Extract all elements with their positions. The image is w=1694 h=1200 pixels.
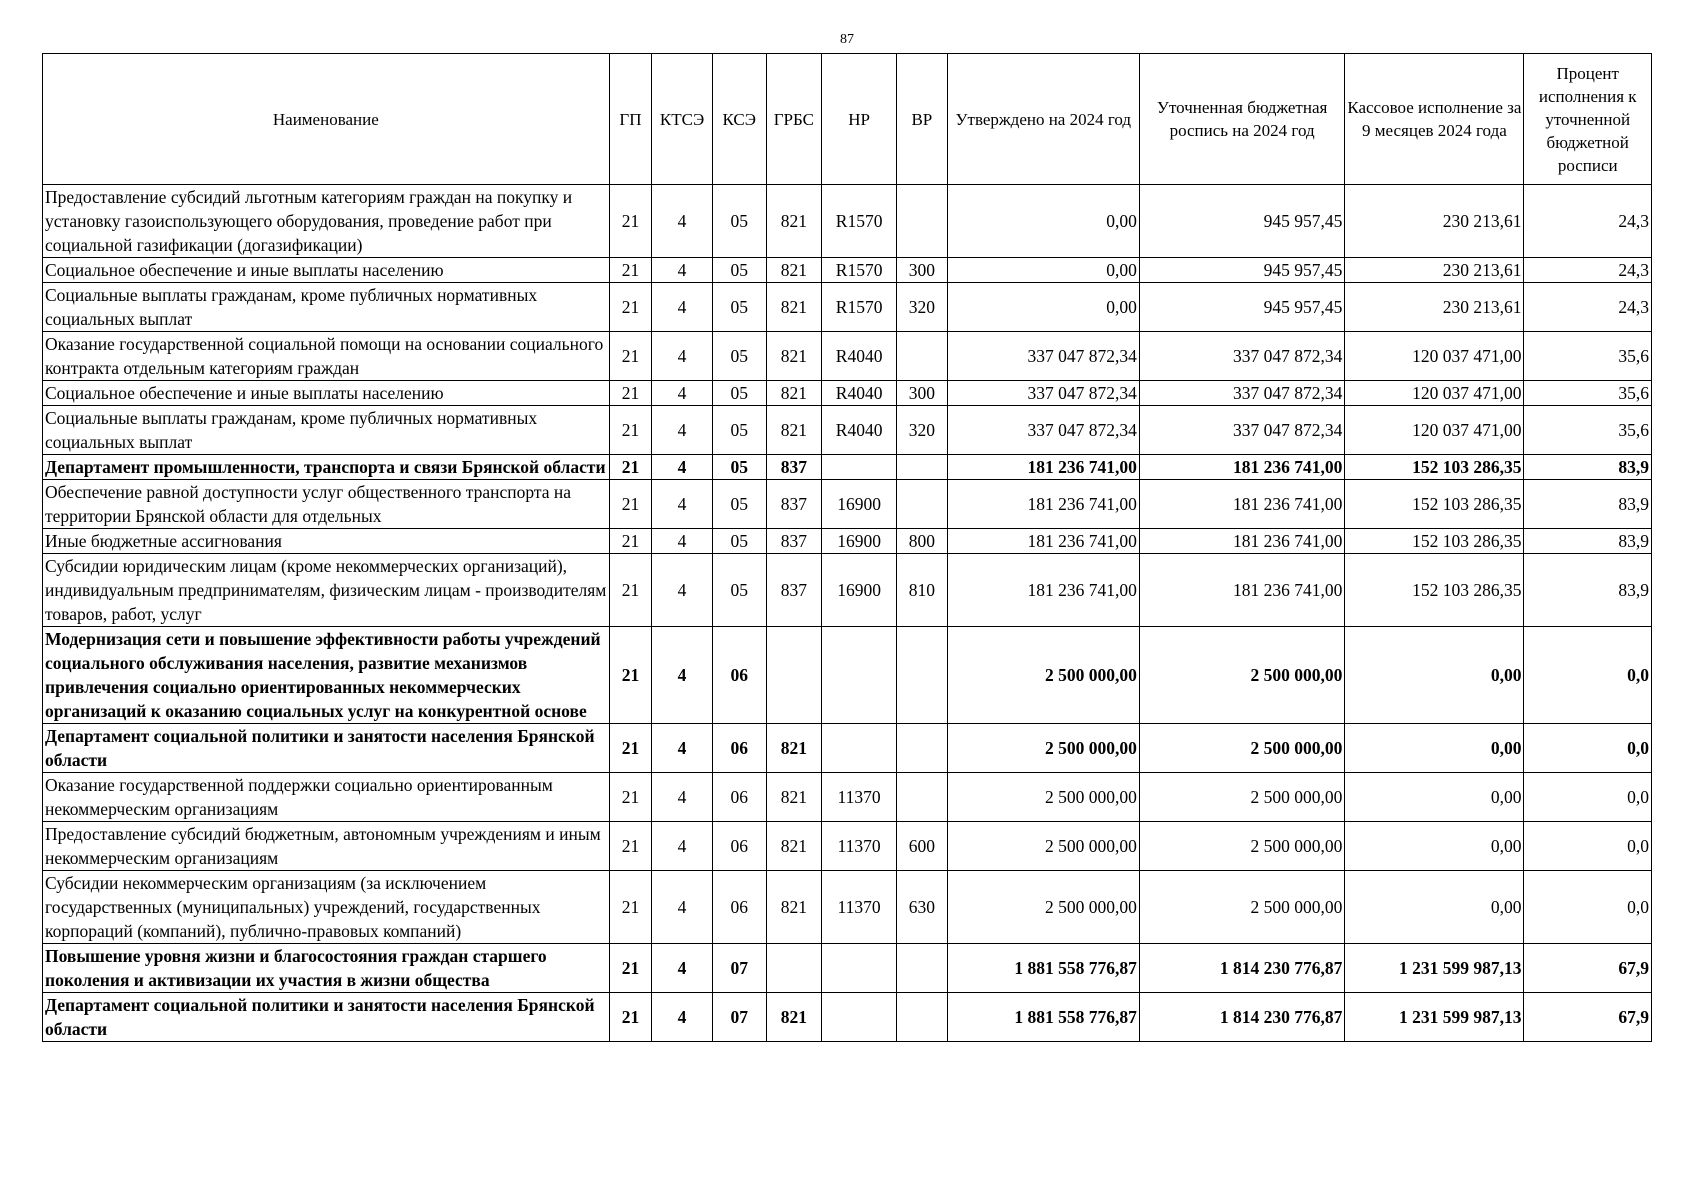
cell-ktse: 4 xyxy=(652,455,713,480)
cell-percent: 35,6 xyxy=(1524,381,1652,406)
cell-percent: 83,9 xyxy=(1524,529,1652,554)
cell-kse: 05 xyxy=(712,258,766,283)
cell-kse: 05 xyxy=(712,381,766,406)
cell-nr: R1570 xyxy=(822,283,897,332)
table-row xyxy=(43,258,1652,283)
header-name: Наименование xyxy=(43,54,610,185)
cell-nr: 11370 xyxy=(822,871,897,944)
cell-name: Социальное обеспечение и иные выплаты населению xyxy=(43,381,610,406)
header-percent: Процент исполнения к уточненной бюджетной росписи xyxy=(1524,54,1652,185)
cell-gp: 21 xyxy=(609,627,652,724)
cell-cash: 152 103 286,35 xyxy=(1345,455,1524,480)
cell-percent: 0,0 xyxy=(1524,871,1652,944)
table-row xyxy=(43,185,1652,258)
cell-refined: 337 047 872,34 xyxy=(1139,381,1344,406)
cell-ktse: 4 xyxy=(652,554,713,627)
cell-ktse: 4 xyxy=(652,258,713,283)
cell-refined: 1 814 230 776,87 xyxy=(1139,993,1344,1042)
cell-vr xyxy=(897,185,948,258)
cell-gp: 21 xyxy=(609,455,652,480)
cell-refined: 2 500 000,00 xyxy=(1139,822,1344,871)
cell-nr: 16900 xyxy=(822,554,897,627)
cell-vr: 320 xyxy=(897,283,948,332)
cell-cash: 120 037 471,00 xyxy=(1345,332,1524,381)
cell-ktse: 4 xyxy=(652,480,713,529)
cell-kse: 06 xyxy=(712,627,766,724)
cell-gp: 21 xyxy=(609,554,652,627)
header-gp: ГП xyxy=(609,54,652,185)
cell-gp: 21 xyxy=(609,381,652,406)
cell-name: Модернизация сети и повышение эффективности работы учреждений социального обслуживания населения, развитие механизмов привлечения социально ориентированных некоммерческих организаций к оказанию социальных услуг на конкурентной основе xyxy=(43,627,610,724)
cell-grbs: 821 xyxy=(766,283,822,332)
cell-kse: 05 xyxy=(712,406,766,455)
cell-ktse: 4 xyxy=(652,944,713,993)
cell-refined: 945 957,45 xyxy=(1139,283,1344,332)
cell-refined: 181 236 741,00 xyxy=(1139,554,1344,627)
cell-gp: 21 xyxy=(609,822,652,871)
cell-ktse: 4 xyxy=(652,381,713,406)
cell-refined: 2 500 000,00 xyxy=(1139,871,1344,944)
table-row xyxy=(43,773,1652,822)
cell-nr: 16900 xyxy=(822,529,897,554)
cell-percent: 67,9 xyxy=(1524,944,1652,993)
cell-approved: 2 500 000,00 xyxy=(947,724,1139,773)
cell-refined: 2 500 000,00 xyxy=(1139,627,1344,724)
cell-gp: 21 xyxy=(609,871,652,944)
cell-refined: 945 957,45 xyxy=(1139,258,1344,283)
cell-nr: R4040 xyxy=(822,381,897,406)
cell-approved: 337 047 872,34 xyxy=(947,332,1139,381)
cell-percent: 0,0 xyxy=(1524,822,1652,871)
header-grbs: ГРБС xyxy=(766,54,822,185)
cell-refined: 181 236 741,00 xyxy=(1139,480,1344,529)
cell-cash: 1 231 599 987,13 xyxy=(1345,944,1524,993)
cell-approved: 1 881 558 776,87 xyxy=(947,944,1139,993)
table-body xyxy=(43,185,1652,1042)
cell-ktse: 4 xyxy=(652,773,713,822)
cell-vr: 300 xyxy=(897,381,948,406)
cell-nr: 16900 xyxy=(822,480,897,529)
cell-refined: 945 957,45 xyxy=(1139,185,1344,258)
cell-approved: 181 236 741,00 xyxy=(947,455,1139,480)
cell-cash: 1 231 599 987,13 xyxy=(1345,993,1524,1042)
cell-approved: 2 500 000,00 xyxy=(947,773,1139,822)
cell-grbs: 821 xyxy=(766,381,822,406)
table-row xyxy=(43,332,1652,381)
cell-grbs: 821 xyxy=(766,773,822,822)
cell-approved: 0,00 xyxy=(947,185,1139,258)
cell-percent: 67,9 xyxy=(1524,993,1652,1042)
header-refined: Уточненная бюджетная роспись на 2024 год xyxy=(1139,54,1344,185)
cell-gp: 21 xyxy=(609,480,652,529)
cell-vr xyxy=(897,455,948,480)
cell-cash: 120 037 471,00 xyxy=(1345,406,1524,455)
cell-vr: 810 xyxy=(897,554,948,627)
header-approved: Утверждено на 2024 год xyxy=(947,54,1139,185)
header-cash: Кассовое исполнение за 9 месяцев 2024 года xyxy=(1345,54,1524,185)
cell-nr: R4040 xyxy=(822,406,897,455)
cell-vr xyxy=(897,944,948,993)
cell-refined: 2 500 000,00 xyxy=(1139,773,1344,822)
cell-refined: 337 047 872,34 xyxy=(1139,332,1344,381)
cell-name: Предоставление субсидий льготным категориям граждан на покупку и установку газоиспользующего оборудования, проведение работ при социальной газификации (догазификации) xyxy=(43,185,610,258)
cell-cash: 0,00 xyxy=(1345,724,1524,773)
cell-approved: 0,00 xyxy=(947,283,1139,332)
cell-ktse: 4 xyxy=(652,185,713,258)
cell-cash: 0,00 xyxy=(1345,627,1524,724)
cell-name: Социальное обеспечение и иные выплаты населению xyxy=(43,258,610,283)
table-row xyxy=(43,381,1652,406)
table-row xyxy=(43,529,1652,554)
cell-nr: 11370 xyxy=(822,773,897,822)
cell-nr: R1570 xyxy=(822,185,897,258)
cell-approved: 337 047 872,34 xyxy=(947,381,1139,406)
cell-name: Департамент социальной политики и занятости населения Брянской области xyxy=(43,993,610,1042)
cell-ktse: 4 xyxy=(652,871,713,944)
cell-vr: 300 xyxy=(897,258,948,283)
cell-grbs: 821 xyxy=(766,871,822,944)
cell-vr: 600 xyxy=(897,822,948,871)
cell-name: Оказание государственной социальной помощи на основании социального контракта отдельным категориям граждан xyxy=(43,332,610,381)
cell-nr xyxy=(822,724,897,773)
cell-grbs xyxy=(766,627,822,724)
cell-vr: 320 xyxy=(897,406,948,455)
cell-vr xyxy=(897,480,948,529)
cell-percent: 24,3 xyxy=(1524,185,1652,258)
cell-grbs: 821 xyxy=(766,822,822,871)
table-row xyxy=(43,627,1652,724)
page-number: 87 xyxy=(840,32,854,47)
cell-percent: 83,9 xyxy=(1524,554,1652,627)
cell-ktse: 4 xyxy=(652,993,713,1042)
cell-percent: 0,0 xyxy=(1524,627,1652,724)
cell-refined: 1 814 230 776,87 xyxy=(1139,944,1344,993)
cell-grbs: 821 xyxy=(766,258,822,283)
cell-grbs: 821 xyxy=(766,724,822,773)
cell-approved: 2 500 000,00 xyxy=(947,822,1139,871)
cell-cash: 230 213,61 xyxy=(1345,185,1524,258)
cell-nr xyxy=(822,455,897,480)
table-row xyxy=(43,554,1652,627)
cell-percent: 0,0 xyxy=(1524,773,1652,822)
cell-cash: 152 103 286,35 xyxy=(1345,529,1524,554)
cell-gp: 21 xyxy=(609,993,652,1042)
table-row xyxy=(43,822,1652,871)
table-row xyxy=(43,993,1652,1042)
cell-kse: 05 xyxy=(712,283,766,332)
cell-gp: 21 xyxy=(609,185,652,258)
table-row xyxy=(43,871,1652,944)
cell-percent: 0,0 xyxy=(1524,724,1652,773)
cell-kse: 05 xyxy=(712,554,766,627)
cell-percent: 83,9 xyxy=(1524,455,1652,480)
cell-refined: 181 236 741,00 xyxy=(1139,455,1344,480)
cell-grbs: 837 xyxy=(766,554,822,627)
table-row xyxy=(43,944,1652,993)
cell-gp: 21 xyxy=(609,283,652,332)
header-nr: НР xyxy=(822,54,897,185)
cell-grbs: 821 xyxy=(766,332,822,381)
cell-kse: 05 xyxy=(712,332,766,381)
cell-name: Департамент промышленности, транспорта и связи Брянской области xyxy=(43,455,610,480)
cell-kse: 07 xyxy=(712,944,766,993)
cell-name: Оказание государственной поддержки социально ориентированным некоммерческим организациям xyxy=(43,773,610,822)
cell-kse: 05 xyxy=(712,455,766,480)
cell-nr xyxy=(822,944,897,993)
cell-vr xyxy=(897,724,948,773)
cell-kse: 06 xyxy=(712,822,766,871)
cell-vr xyxy=(897,627,948,724)
cell-gp: 21 xyxy=(609,773,652,822)
table-row xyxy=(43,480,1652,529)
cell-ktse: 4 xyxy=(652,406,713,455)
cell-name: Предоставление субсидий бюджетным, автономным учреждениям и иным некоммерческим организациям xyxy=(43,822,610,871)
cell-approved: 1 881 558 776,87 xyxy=(947,993,1139,1042)
header-vr: ВР xyxy=(897,54,948,185)
cell-gp: 21 xyxy=(609,258,652,283)
cell-grbs: 821 xyxy=(766,993,822,1042)
cell-percent: 24,3 xyxy=(1524,283,1652,332)
cell-grbs: 821 xyxy=(766,185,822,258)
cell-gp: 21 xyxy=(609,529,652,554)
cell-ktse: 4 xyxy=(652,822,713,871)
cell-cash: 0,00 xyxy=(1345,773,1524,822)
cell-nr: R4040 xyxy=(822,332,897,381)
cell-name: Повышение уровня жизни и благосостояния граждан старшего поколения и активизации их участия в жизни общества xyxy=(43,944,610,993)
cell-percent: 83,9 xyxy=(1524,480,1652,529)
cell-kse: 05 xyxy=(712,529,766,554)
cell-approved: 2 500 000,00 xyxy=(947,871,1139,944)
budget-table xyxy=(42,53,1652,1042)
table-row xyxy=(43,455,1652,480)
cell-ktse: 4 xyxy=(652,627,713,724)
cell-approved: 2 500 000,00 xyxy=(947,627,1139,724)
cell-percent: 24,3 xyxy=(1524,258,1652,283)
cell-grbs: 837 xyxy=(766,480,822,529)
table-row xyxy=(43,406,1652,455)
cell-name: Иные бюджетные ассигнования xyxy=(43,529,610,554)
cell-name: Социальные выплаты гражданам, кроме публичных нормативных социальных выплат xyxy=(43,283,610,332)
cell-gp: 21 xyxy=(609,406,652,455)
cell-ktse: 4 xyxy=(652,332,713,381)
cell-vr: 630 xyxy=(897,871,948,944)
cell-approved: 181 236 741,00 xyxy=(947,480,1139,529)
cell-ktse: 4 xyxy=(652,283,713,332)
cell-nr: R1570 xyxy=(822,258,897,283)
cell-cash: 0,00 xyxy=(1345,871,1524,944)
cell-kse: 06 xyxy=(712,871,766,944)
cell-approved: 181 236 741,00 xyxy=(947,529,1139,554)
cell-gp: 21 xyxy=(609,332,652,381)
cell-gp: 21 xyxy=(609,724,652,773)
cell-vr xyxy=(897,332,948,381)
cell-name: Социальные выплаты гражданам, кроме публичных нормативных социальных выплат xyxy=(43,406,610,455)
cell-refined: 2 500 000,00 xyxy=(1139,724,1344,773)
cell-name: Субсидии юридическим лицам (кроме некоммерческих организаций), индивидуальным предпринимателям, физическим лицам - производителям товаров, работ, услуг xyxy=(43,554,610,627)
cell-vr xyxy=(897,993,948,1042)
cell-percent: 35,6 xyxy=(1524,406,1652,455)
cell-name: Департамент социальной политики и занятости населения Брянской области xyxy=(43,724,610,773)
cell-cash: 230 213,61 xyxy=(1345,283,1524,332)
cell-grbs: 821 xyxy=(766,406,822,455)
cell-approved: 181 236 741,00 xyxy=(947,554,1139,627)
cell-cash: 120 037 471,00 xyxy=(1345,381,1524,406)
cell-grbs: 837 xyxy=(766,455,822,480)
cell-name: Обеспечение равной доступности услуг общественного транспорта на территории Брянской области для отдельных xyxy=(43,480,610,529)
cell-cash: 230 213,61 xyxy=(1345,258,1524,283)
cell-approved: 337 047 872,34 xyxy=(947,406,1139,455)
header-ktse: КТСЭ xyxy=(652,54,713,185)
cell-kse: 05 xyxy=(712,185,766,258)
cell-nr xyxy=(822,627,897,724)
cell-cash: 152 103 286,35 xyxy=(1345,554,1524,627)
cell-name: Субсидии некоммерческим организациям (за исключением государственных (муниципальных) учреждений, государственных корпораций (компаний), публично-правовых компаний) xyxy=(43,871,610,944)
cell-refined: 337 047 872,34 xyxy=(1139,406,1344,455)
cell-kse: 06 xyxy=(712,773,766,822)
cell-grbs: 837 xyxy=(766,529,822,554)
cell-approved: 0,00 xyxy=(947,258,1139,283)
cell-ktse: 4 xyxy=(652,724,713,773)
header-kse: КСЭ xyxy=(712,54,766,185)
cell-percent: 35,6 xyxy=(1524,332,1652,381)
cell-kse: 06 xyxy=(712,724,766,773)
cell-nr: 11370 xyxy=(822,822,897,871)
cell-kse: 07 xyxy=(712,993,766,1042)
cell-grbs xyxy=(766,944,822,993)
cell-refined: 181 236 741,00 xyxy=(1139,529,1344,554)
cell-ktse: 4 xyxy=(652,529,713,554)
cell-vr: 800 xyxy=(897,529,948,554)
table-row xyxy=(43,283,1652,332)
cell-kse: 05 xyxy=(712,480,766,529)
cell-cash: 0,00 xyxy=(1345,822,1524,871)
table-row xyxy=(43,724,1652,773)
cell-vr xyxy=(897,773,948,822)
cell-nr xyxy=(822,993,897,1042)
cell-cash: 152 103 286,35 xyxy=(1345,480,1524,529)
table-header-row xyxy=(43,54,1652,185)
cell-gp: 21 xyxy=(609,944,652,993)
